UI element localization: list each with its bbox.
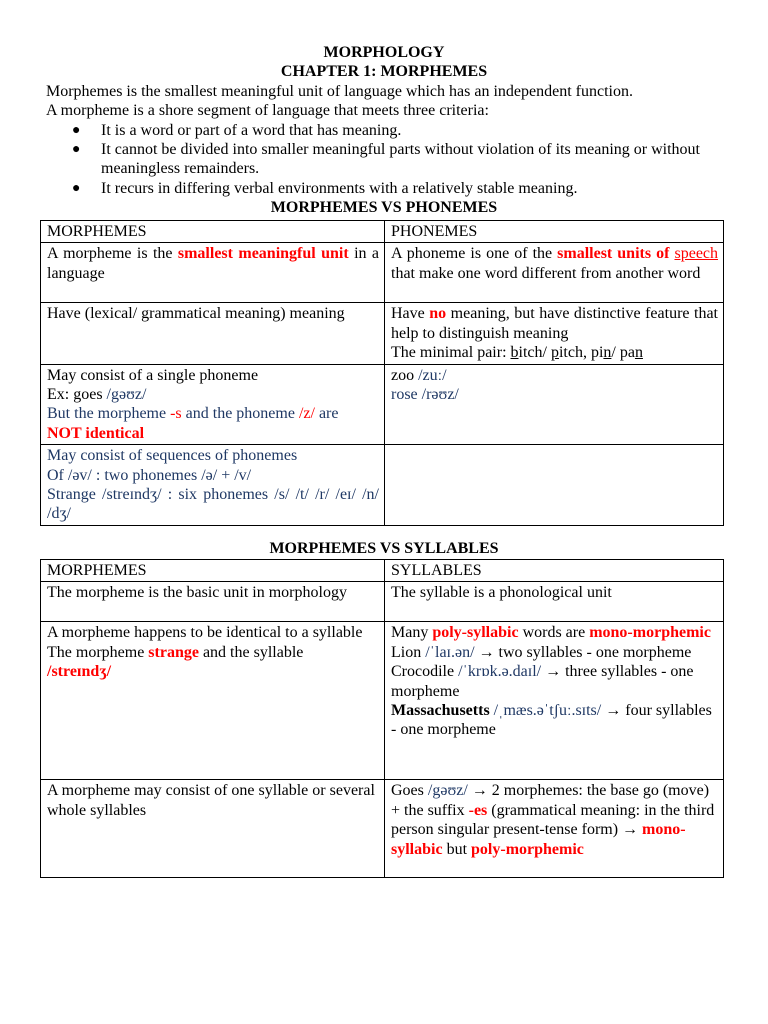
criteria-list <box>46 121 722 199</box>
cell-line <box>391 662 718 701</box>
table-header-row <box>41 560 724 582</box>
text-run: /ˈlaɪ.ən/ <box>425 643 475 661</box>
intro-paragraph-1: Morphemes is the smallest meaningful unit of language which has an independent function. <box>46 82 633 100</box>
table-row <box>41 622 724 780</box>
cell-line <box>47 404 379 423</box>
text-run: Ex: goes <box>47 386 107 404</box>
cell-line <box>391 304 718 343</box>
cell-line <box>47 623 379 642</box>
text-run: -s <box>170 405 182 423</box>
text-run: words are <box>518 624 590 642</box>
criteria-item <box>46 121 722 140</box>
text-run: b <box>510 344 519 362</box>
text-run: The minimal pair: <box>391 344 511 362</box>
text-run: Goes <box>391 782 428 800</box>
cell-line <box>391 583 718 602</box>
text-run: that make one word different from another word <box>391 264 701 282</box>
cell-line <box>47 366 379 385</box>
document-body <box>46 43 722 218</box>
cell-line <box>391 366 718 385</box>
text-run: Have (lexical/ grammatical meaning) meaning <box>47 305 345 323</box>
text-run: poly-syllabic <box>432 624 519 642</box>
text-run: are <box>314 405 339 423</box>
table-row <box>41 780 724 878</box>
column-header-morphemes: MORPHEMES <box>41 221 385 243</box>
text-run: Lion <box>391 643 426 661</box>
table-header-row <box>41 221 724 243</box>
text-run: in a language <box>47 245 379 282</box>
table-cell <box>41 303 385 364</box>
cell-line <box>47 244 379 283</box>
section-title-phonemes: MORPHEMES VS PHONEMES <box>270 199 498 217</box>
table-cell <box>41 622 385 780</box>
column-header-morphemes: MORPHEMES <box>41 560 385 582</box>
table-cell <box>385 622 724 780</box>
text-run: rose <box>391 386 422 404</box>
morphemes-vs-phonemes-table <box>40 220 724 526</box>
table-cell <box>385 243 724 303</box>
cell-line <box>391 385 718 404</box>
cell-line <box>47 385 379 404</box>
cell-line <box>391 781 718 859</box>
table-row <box>41 582 724 622</box>
cell-line <box>391 343 718 362</box>
table-cell <box>385 582 724 622</box>
table-cell <box>41 780 385 878</box>
table-cell <box>41 243 385 303</box>
cell-line <box>47 485 379 524</box>
text-run: May consist of a single phoneme <box>47 366 259 384</box>
cell-line <box>47 643 379 662</box>
text-run: smallest meaningful unit <box>177 245 349 263</box>
text-run: /gəʊz/ <box>427 782 468 800</box>
text-run: / pa <box>611 344 635 362</box>
text-run: Strange /streɪndʒ/ : six phonemes /s/ /t/ /r/ /eɪ/ /n/ /dʒ/ <box>47 486 379 523</box>
criteria-text: It recurs in differing verbal environments with a relatively stable meaning. <box>101 179 578 197</box>
text-run: /z/ <box>298 405 315 423</box>
table-cell <box>385 445 724 526</box>
table-cell <box>385 780 724 878</box>
table-cell <box>41 582 385 622</box>
text-run: and the phoneme <box>181 405 299 423</box>
text-run: Crocodile <box>391 663 459 681</box>
cell-line <box>47 781 379 820</box>
text-run: May consist of sequences of phonemes <box>47 447 298 465</box>
text-run: speech <box>674 245 719 263</box>
cell-line <box>47 583 379 602</box>
section-title-syllables: MORPHEMES VS SYLLABLES <box>269 540 499 557</box>
text-run: → 2 morphemes: the base go (move) + the suffix <box>391 782 710 819</box>
text-run: /streɪndʒ/ <box>47 663 112 681</box>
cell-line <box>391 244 718 283</box>
table-cell <box>41 445 385 526</box>
cell-line <box>47 304 379 323</box>
bullet-icon: ● <box>72 142 81 158</box>
text-run: no <box>429 305 447 323</box>
column-header-phonemes: PHONEMES <box>385 221 724 243</box>
text-run: Of /əv/ : two phonemes /ə/ + /v/ <box>47 466 252 484</box>
criteria-item <box>46 140 722 179</box>
text-run: /rəʊz/ <box>421 386 459 404</box>
cell-line <box>47 662 379 681</box>
cell-line <box>47 446 379 465</box>
text-run: /ˈkrɒk.ə.daɪl/ <box>458 663 542 681</box>
text-run: The syllable is a phonological unit <box>391 584 612 602</box>
text-run: zoo <box>391 366 419 384</box>
text-run: mono-morphemic <box>589 624 711 642</box>
table-row <box>41 445 724 526</box>
text-run: p <box>550 344 559 362</box>
text-run: n <box>603 344 612 362</box>
text-run: → three syllables - one morpheme <box>391 663 694 700</box>
intro-paragraph-2: A morpheme is a shore segment of language that meets three criteria: <box>46 102 489 120</box>
text-run: The morpheme <box>47 643 149 661</box>
cell-line <box>391 623 718 642</box>
text-run: n <box>634 344 643 362</box>
text-run: strange <box>148 643 199 661</box>
text-run: but <box>442 840 472 858</box>
table-cell <box>41 364 385 445</box>
text-run: /gəʊz/ <box>106 386 147 404</box>
table-row <box>41 303 724 364</box>
text-run: (grammatical meaning: in the third person singular present-tense form) → <box>391 801 715 839</box>
criteria-text: It is a word or part of a word that has meaning. <box>101 121 402 139</box>
text-run: meaning, but have distinctive feature that help to distinguish meaning <box>391 305 718 342</box>
text-run: NOT identical <box>47 424 145 442</box>
cell-line <box>47 466 379 485</box>
text-run: A morpheme may consist of one syllable or several whole syllables <box>47 782 375 819</box>
cell-line <box>391 701 718 740</box>
text-run: A phoneme is one of the <box>391 245 558 263</box>
text-run: The morpheme is the basic unit in morphology <box>47 584 347 602</box>
text-run: poly-morphemic <box>471 840 584 858</box>
table-row <box>41 243 724 303</box>
text-run: Massachusetts <box>391 702 490 720</box>
table-row <box>41 364 724 445</box>
criteria-item <box>46 179 722 198</box>
text-run: A morpheme is the <box>47 245 178 263</box>
text-run: Have <box>391 305 430 323</box>
text-run: Many <box>391 624 433 642</box>
bullet-icon: ● <box>72 122 81 138</box>
text-run: → two syllables - one morpheme <box>474 643 692 661</box>
text-run: -es <box>468 801 488 819</box>
text-run: itch/ <box>518 344 551 362</box>
text-run: A morpheme happens to be identical to a syllable <box>47 624 363 642</box>
text-run: itch, pi <box>558 344 604 362</box>
text-run: smallest units of <box>557 245 675 263</box>
text-run: /ˌmæs.əˈtʃuː.sɪts/ <box>493 702 602 720</box>
morphemes-vs-syllables-table <box>40 559 724 878</box>
cell-line <box>391 643 718 662</box>
table-cell <box>385 364 724 445</box>
text-run: → four syllables - one morpheme <box>391 702 712 739</box>
text-run: /zuː/ <box>418 366 447 384</box>
text-run: and the syllable <box>198 643 304 661</box>
table-cell <box>385 303 724 364</box>
cell-line <box>47 424 379 443</box>
column-header-syllables: SYLLABLES <box>385 560 724 582</box>
criteria-text: It cannot be divided into smaller meaningful parts without violation of its meaning or without meaningless remainders. <box>101 141 700 178</box>
bullet-icon: ● <box>72 180 81 196</box>
text-run: mono-syllabic <box>391 821 686 858</box>
chapter-title: CHAPTER 1: MORPHEMES <box>280 63 488 81</box>
page-title: MORPHOLOGY <box>323 44 445 61</box>
text-run: But the morpheme <box>47 405 171 423</box>
